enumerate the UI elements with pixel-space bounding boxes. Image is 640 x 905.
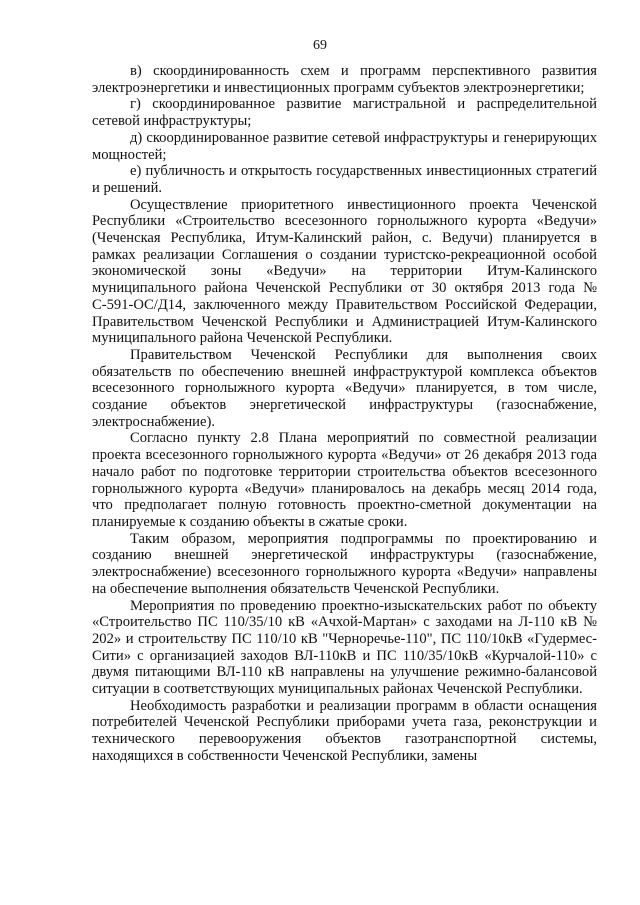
paragraph-gas-metering-need: Необходимость разработки и реализации программ в области оснащения потребителей Чеченской Республики приборами учета газа, реконструкции и технического перевооружения объектов газотранспортной системы, находящихся в собственности Чеченской Республики, замены: [92, 697, 597, 764]
paragraph-item-d: д) скоординированное развитие сетевой инфраструктуры и генерирующих мощностей;: [92, 129, 597, 163]
body-text: [92, 63, 597, 765]
paragraph-government-obligations: Правительством Чеченской Республики для выполнения своих обязательств по обеспечению внешней инфраструктурой комплекса объектов всесезонного горнолыжного курорта «Ведучи» планируется, в том числе, создание объектов энергетической инфраструктуры (газоснабжение, электроснабжение).: [92, 346, 597, 430]
page-number: 69: [313, 38, 327, 53]
paragraph-item-v: в) скоординированность схем и программ перспективного развития электроэнергетики и инвестиционных программ субъектов электроэнергетики;: [92, 63, 597, 96]
paragraph-item-e: е) публичность и открытость государственных инвестиционных стратегий и решений.: [92, 163, 597, 196]
paragraph-design-survey-works: Мероприятия по проведению проектно-изыскательских работ по объекту «Строительство ПС 110/35/10 кВ «Ачхой-Мартан» с заходами на Л-110 кВ № 202» и строительству ПС 110/10 кВ "Черноречье-110", ПС 110/10кВ «Гудермес-Сити» с организацией заходов ВЛ-110кВ и ПС 110/35/10кВ «Курчалой-110» с двумя питающими ВЛ-110 кВ направлены на улучшение режимно-балансовой ситуации в соответствующих муниципальных районах Чеченской Республики.: [92, 597, 597, 698]
paragraph-item-g: г) скоординированное развитие магистральной и распределительной сетевой инфраструктуры;: [92, 96, 597, 130]
paragraph-plan-item-2-8: Согласно пункту 2.8 Плана мероприятий по совместной реализации проекта всесезонного горнолыжного курорта «Ведучи» от 26 декабря 2013 года начало работ по подготовке территории строительства объектов всесезонного горнолыжного курорта «Ведучи» планировалось на декабрь месяц 2014 года, что предполагает полную готовность проектно-сметной документации на планируемые к созданию объекты в сжатые сроки.: [92, 430, 597, 530]
paragraph-subprogram-measures: Таким образом, мероприятия подпрограммы по проектированию и созданию внешней энергетической инфраструктуры (газоснабжение, электроснабжение) всесезонного горнолыжного курорта «Ведучи» направлены на обеспечение выполнения обязательств Чеченской Республики.: [92, 530, 597, 597]
paragraph-vedu-project: Осуществление приоритетного инвестиционного проекта Чеченской Республики «Строительство всесезонного горнолыжного курорта «Ведучи» (Чеченская Республика, Итум-Калинский район, с. Ведучи) планируется в рамках реализации Соглашения о создании туристско-рекреационной особой экономической зоны «Ведучи» на территории Итум-Калинского муниципального района Чеченской Республики от 30 октября 2013 года № С-591-ОС/Д14, заключенного между Правительством Российской Федерации, Правительством Чеченской Республики и Администрацией Итум-Калинского муниципального района Чеченской Республики.: [92, 196, 597, 347]
